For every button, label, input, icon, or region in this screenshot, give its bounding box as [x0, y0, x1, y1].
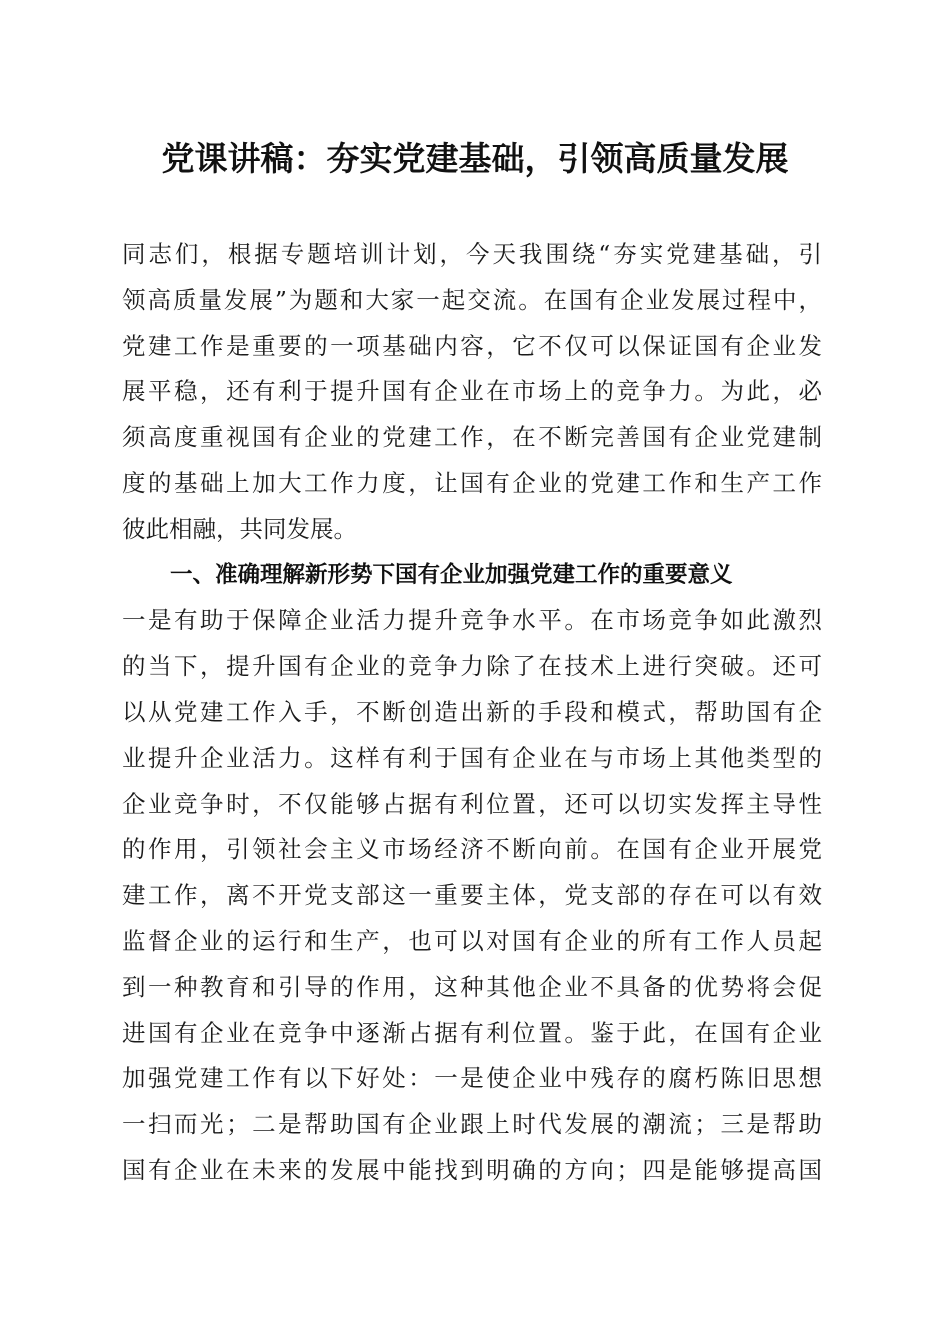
intro-line: 彼此相融，共同发展。 [122, 514, 357, 543]
intro-line: 展平稳，还有利于提升国有企业在市场上的竞争力。为此，必 [122, 377, 822, 406]
intro-line: 度的基础上加大工作力度，让国有企业的党建工作和生产工作 [122, 468, 822, 497]
intro-line: 党建工作是重要的一项基础内容，它不仅可以保证国有企业发 [122, 331, 822, 360]
section-line: 加强党建工作有以下好处：一是使企业中残存的腐朽陈旧思想 [122, 1064, 822, 1093]
section-heading: 一、准确理解新形势下国有企业加强党建工作的重要意义 [170, 561, 733, 588]
section-line: 一扫而光；二是帮助国有企业跟上时代发展的潮流；三是帮助 [122, 1110, 822, 1139]
section-line: 一是有助于保障企业活力提升竞争水平。在市场竞争如此激烈 [122, 606, 822, 635]
intro-line: 同志们，根据专题培训计划，今天我围绕“夯实党建基础，引 [122, 240, 822, 268]
intro-line: 领高质量发展”为题和大家一起交流。在国有企业发展过程中， [122, 285, 822, 314]
section-line: 以从党建工作入手，不断创造出新的手段和模式，帮助国有企 [122, 697, 822, 726]
section-line: 企业竞争时，不仅能够占据有利位置，还可以切实发挥主导性 [122, 789, 822, 818]
section-line: 的作用，引领社会主义市场经济不断向前。在国有企业开展党 [122, 835, 822, 864]
section-line: 的当下，提升国有企业的竞争力除了在技术上进行突破。还可 [122, 652, 822, 681]
section-line: 到一种教育和引导的作用，这种其他企业不具备的优势将会促 [122, 972, 822, 1001]
document-body [122, 232, 822, 1194]
section-line: 建工作，离不开党支部这一重要主体，党支部的存在可以有效 [122, 881, 822, 910]
section-line: 业提升企业活力。这样有利于国有企业在与市场上其他类型的 [122, 743, 822, 772]
section-line: 监督企业的运行和生产，也可以对国有企业的所有工作人员起 [122, 926, 822, 955]
document-title: 党课讲稿：夯实党建基础，引领高质量发展 [161, 139, 789, 178]
section-line: 进国有企业在竞争中逐渐占据有利位置。鉴于此，在国有企业 [122, 1018, 822, 1047]
section-line: 国有企业在未来的发展中能找到明确的方向；四是能够提高国 [122, 1155, 822, 1184]
intro-line: 须高度重视国有企业的党建工作，在不断完善国有企业党建制 [122, 423, 822, 452]
